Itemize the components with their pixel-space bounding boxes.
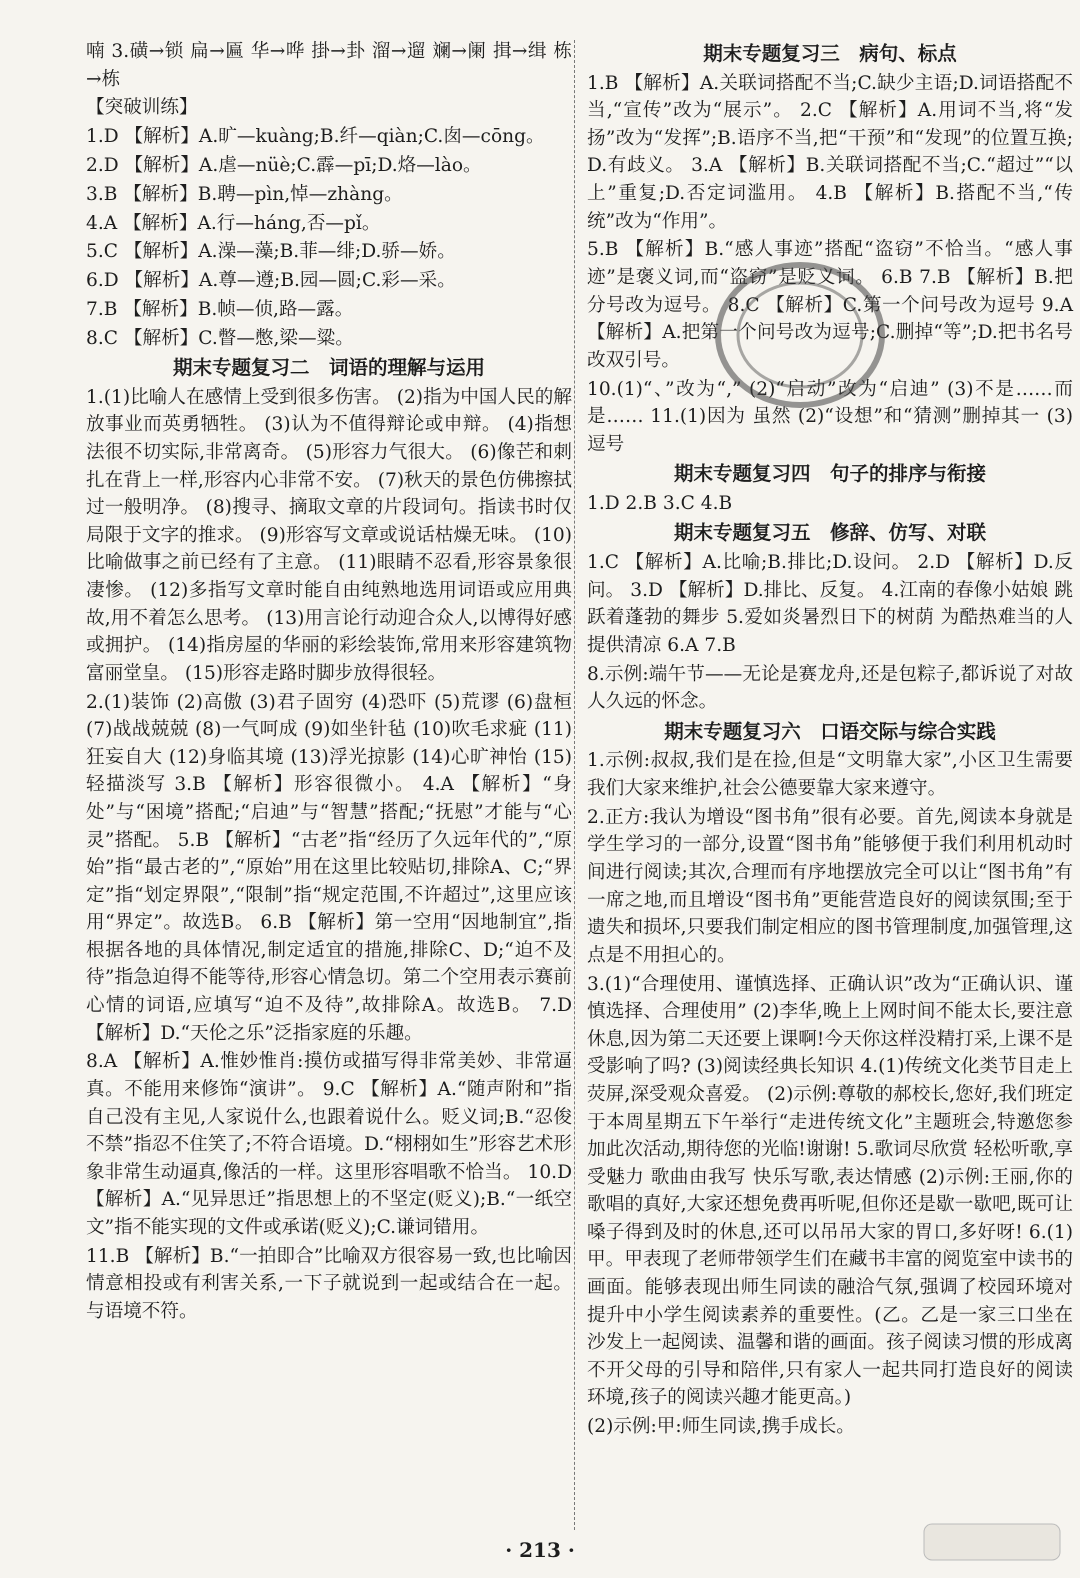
answer-paragraph: 2.正方:我认为增设“图书角”很有必要。首先,阅读本身就是学生学习的一部分,设置“图书角”能够便于我们利用机动时间进行阅读;其次,合理而有序地摆放完全可以让“图书角”有一席之地,而且增设“图书角”更能营造良好的阅读氛围;至于遗失和损坏,只要我们制定相应的图书管理制度,加强管理,这点是不用担心的。 — [587, 806, 1073, 966]
answer-paragraph: 1.B 【解析】A.关联词搭配不当;C.缺少主语;D.词语搭配不当,“宣传”改为“展示”。 2.C 【解析】A.用词不当,将“发扬”改为“发挥”;B.语序不当,把“干预”和“发现”的位置互换;D.有歧义。 3.A 【解析】B.关联词搭配不当;C.“超过”“以上”重复;D.否定词滥用。 4.B 【解析】B.搭配不当,“传统”改为“作用”。 — [587, 72, 1073, 232]
page-number: · 213 · — [505, 1538, 575, 1562]
section-heading: 期末专题复习四 句子的排序与衔接 — [673, 462, 986, 486]
right-column — [587, 38, 1073, 1442]
answer-paragraph: 7.B 【解析】B.帧—侦,路—露。 — [86, 298, 354, 320]
answer-paragraph: 1.D 2.B 3.C 4.B — [587, 492, 733, 514]
answer-paragraph: 8.C 【解析】C.瞥—憋,梁—粱。 — [86, 327, 354, 349]
column-divider — [574, 40, 575, 1530]
section-heading: 期末专题复习二 词语的理解与运用 — [172, 356, 485, 380]
answer-paragraph: 1.示例:叔叔,我们是在捡,但是“文明靠大家”,小区卫生需要我们大家来维护,社会公德要靠大家来遵守。 — [587, 750, 1073, 799]
answer-paragraph: 3.(1)“合理使用、谨慎选择、正确认识”改为“正确认识、谨慎选择、合理使用” (2)李华,晚上上网时间不能太长,要注意休息,因为第二天还要上课啊!今天你这样没精打采,上课不是受影响了吗? (3)阅读经典长知识 4.(1)传统文化类节目走上荧屏,深受观众喜爱。 (2)示例:尊敬的郝校长,您好,我们班定于本周星期五下午举行“走进传统文化”主题班会,特邀您参加此次活动,期待您的光临!谢谢! 5.歌词尽欣赏 轻松听歌,享受魅力 歌曲由我写 快乐写歌,表达情感 (2)示例:王丽,你的歌唱的真好,大家还想免费再听呢,但你还是歇一歇吧,既可让嗓子得到及时的休息,还可以吊吊大家的胃口,多好呀! 6.(1)甲。甲表现了老师带领学生们在藏书丰富的阅览室中读书的画面。能够表现出师生同读的融洽气氛,强调了校园环境对提升中小学生阅读素养的重要性。(乙。乙是一家三口坐在沙发上一起阅读、温馨和谐的画面。孩子阅读习惯的形成离不开父母的引导和陪伴,只有家人一起共同打造良好的阅读环境,孩子的阅读兴趣才能更高。) — [587, 973, 1073, 1409]
answer-paragraph: 1.C 【解析】A.比喻;B.排比;D.设问。 2.D 【解析】D.反问。 3.D 【解析】D.排比、反复。 4.江南的春像小姑娘 跳跃着蓬勃的舞步 5.爱如炎暑烈日下的树荫 为酷热难当的人提供清凉 6.A 7.B — [587, 552, 1073, 656]
answer-paragraph: 3.B 【解析】B.聘—pìn,悼—zhàng。 — [86, 183, 403, 205]
answer-paragraph: 2.(1)装饰 (2)高傲 (3)君子固穷 (4)恐吓 (5)荒谬 (6)盘桓 (7)战战兢兢 (8)一气呵成 (9)如坐针毡 (10)吹毛求疵 (11)狂妄自大 (12)身临其境 (13)浮光掠影 (14)心旷神怡 (15)轻描淡写 3.B 【解析】形容很微小。 4.A 【解析】“身处”与“困境”搭配;“启迪”与“智慧”搭配;“抚慰”才能与“心灵”搭配。 5.B 【解析】“古老”指“经历了久远年代的”,“原始”指“最古老的”,“原始”用在这里比较贴切,排除A、C;“界定”指“划定界限”,“限制”指“规定范围,不许超过”,这里应该用“界定”。故选B。 6.B 【解析】第一空用“因地制宜”,指根据各地的具体情况,制定适宜的措施,排除C、D;“迫不及待”指急迫得不能等待,形容心情急切。第二个空用表示赛前心情的词语,应填写“迫不及待”,故排除A。故选B。 7.D 【解析】D.“天伦之乐”泛指家庭的乐趣。 — [86, 691, 572, 1044]
answer-paragraph: 喃 3.磺→锁 扁→匾 华→哗 掛→卦 溜→遛 斓→阑 揖→缉 栋→栋 — [86, 41, 572, 90]
answer-paragraph: 1.(1)比喻人在感情上受到很多伤害。 (2)指为中国人民的解放事业而英勇牺牲。 (3)认为不值得辩论或申辩。 (4)指想法很不切实际,非常离奇。 (5)形容力气很大。 (6)像芒和刺扎在背上一样,形容内心非常不安。 (7)秋天的景色仿佛擦拭过一般明净。 (8)搜寻、摘取文章的片段词句。指读书时仅局限于文字的推求。 (9)形容写文章或说话枯燥无味。 (10)比喻做事之前已经有了主意。 (11)眼睛不忍看,形容景象很凄惨。 (12)多指写文章时能自由纯熟地选用词语或应用典故,用不着怎么思考。 (13)用言论行动迎合众人,以博得好感或拥护。 (14)指房屋的华丽的彩绘装饰,常用来形容建筑物富丽堂皇。 (15)形容走路时脚步放得很轻。 — [86, 386, 572, 684]
answer-paragraph: 2.D 【解析】A.虐—nüè;C.霹—pī;D.烙—lào。 — [86, 154, 482, 176]
answer-paragraph: 10.(1)“、”改为“,” (2)“启动”改为“启迪” (3)不是……而是…… 11.(1)因为 虽然 (2)“设想”和“猜测”删掉其一 (3)逗号 — [587, 378, 1073, 455]
answer-paragraph: 【突破训练】 — [86, 97, 198, 119]
seal-stamp-icon — [700, 250, 900, 420]
answer-paragraph: 11.B 【解析】B.“一拍即合”比喻双方很容易一致,也比喻因情意相投或有利害关系,一下子就说到一起或结合在一起。与语境不符。 — [86, 1245, 572, 1322]
answer-paragraph: 5.B 【解析】B.“感人事迹”搭配“盗窃”不恰当。“感人事迹”是褒义词,而“盗窃”是贬义词。 6.B 7.B 【解析】B.把分号改为逗号。 8.C 【解析】C.第一个问号改为逗号 9.A 【解析】A.把第一个问号改为逗号;C.删掉“等”;D.把书名号改双引号。 — [587, 239, 1073, 371]
answer-paragraph: (2)示例:甲:师生同读,携手成长。 — [587, 1416, 855, 1438]
answer-paragraph: 1.D 【解析】A.旷—kuàng;B.纤—qiàn;C.囱—cōng。 — [86, 126, 545, 148]
left-column — [86, 38, 572, 1327]
answer-paragraph: 4.A 【解析】A.行—háng,否—pǐ。 — [86, 212, 381, 234]
answer-paragraph: 8.示例:端午节——无论是赛龙舟,还是包粽子,都诉说了对故人久远的怀念。 — [587, 663, 1073, 713]
answer-paragraph: 8.A 【解析】A.惟妙惟肖:摸仿或描写得非常美妙、非常逼真。不能用来修饰“演讲”。 9.C 【解析】A.“随声附和”指自己没有主见,人家说什么,也跟着说什么。贬义词;B.“忍俊不禁”指忍不住笑了;不符合语境。D.“栩栩如生”形容艺术形象非常生动逼真,像活的一样。这里形容唱歌不恰当。 10.D 【解析】A.“见异思迁”指思想上的不坚定(贬义);B.“一纸空文”指不能实现的文件或承诺(贬义);C.谦词错用。 — [86, 1051, 572, 1238]
section-heading: 期末专题复习六 口语交际与综合实践 — [664, 719, 996, 743]
answer-paragraph: 6.D 【解析】A.尊—遵;B.园—圆;C.彩—采。 — [86, 270, 456, 292]
answer-paragraph: 5.C 【解析】A.澡—藻;B.菲—绯;D.骄—娇。 — [86, 241, 456, 263]
section-heading: 期末专题复习三 病句、标点 — [703, 42, 957, 65]
section-heading: 期末专题复习五 修辞、仿写、对联 — [673, 521, 986, 545]
